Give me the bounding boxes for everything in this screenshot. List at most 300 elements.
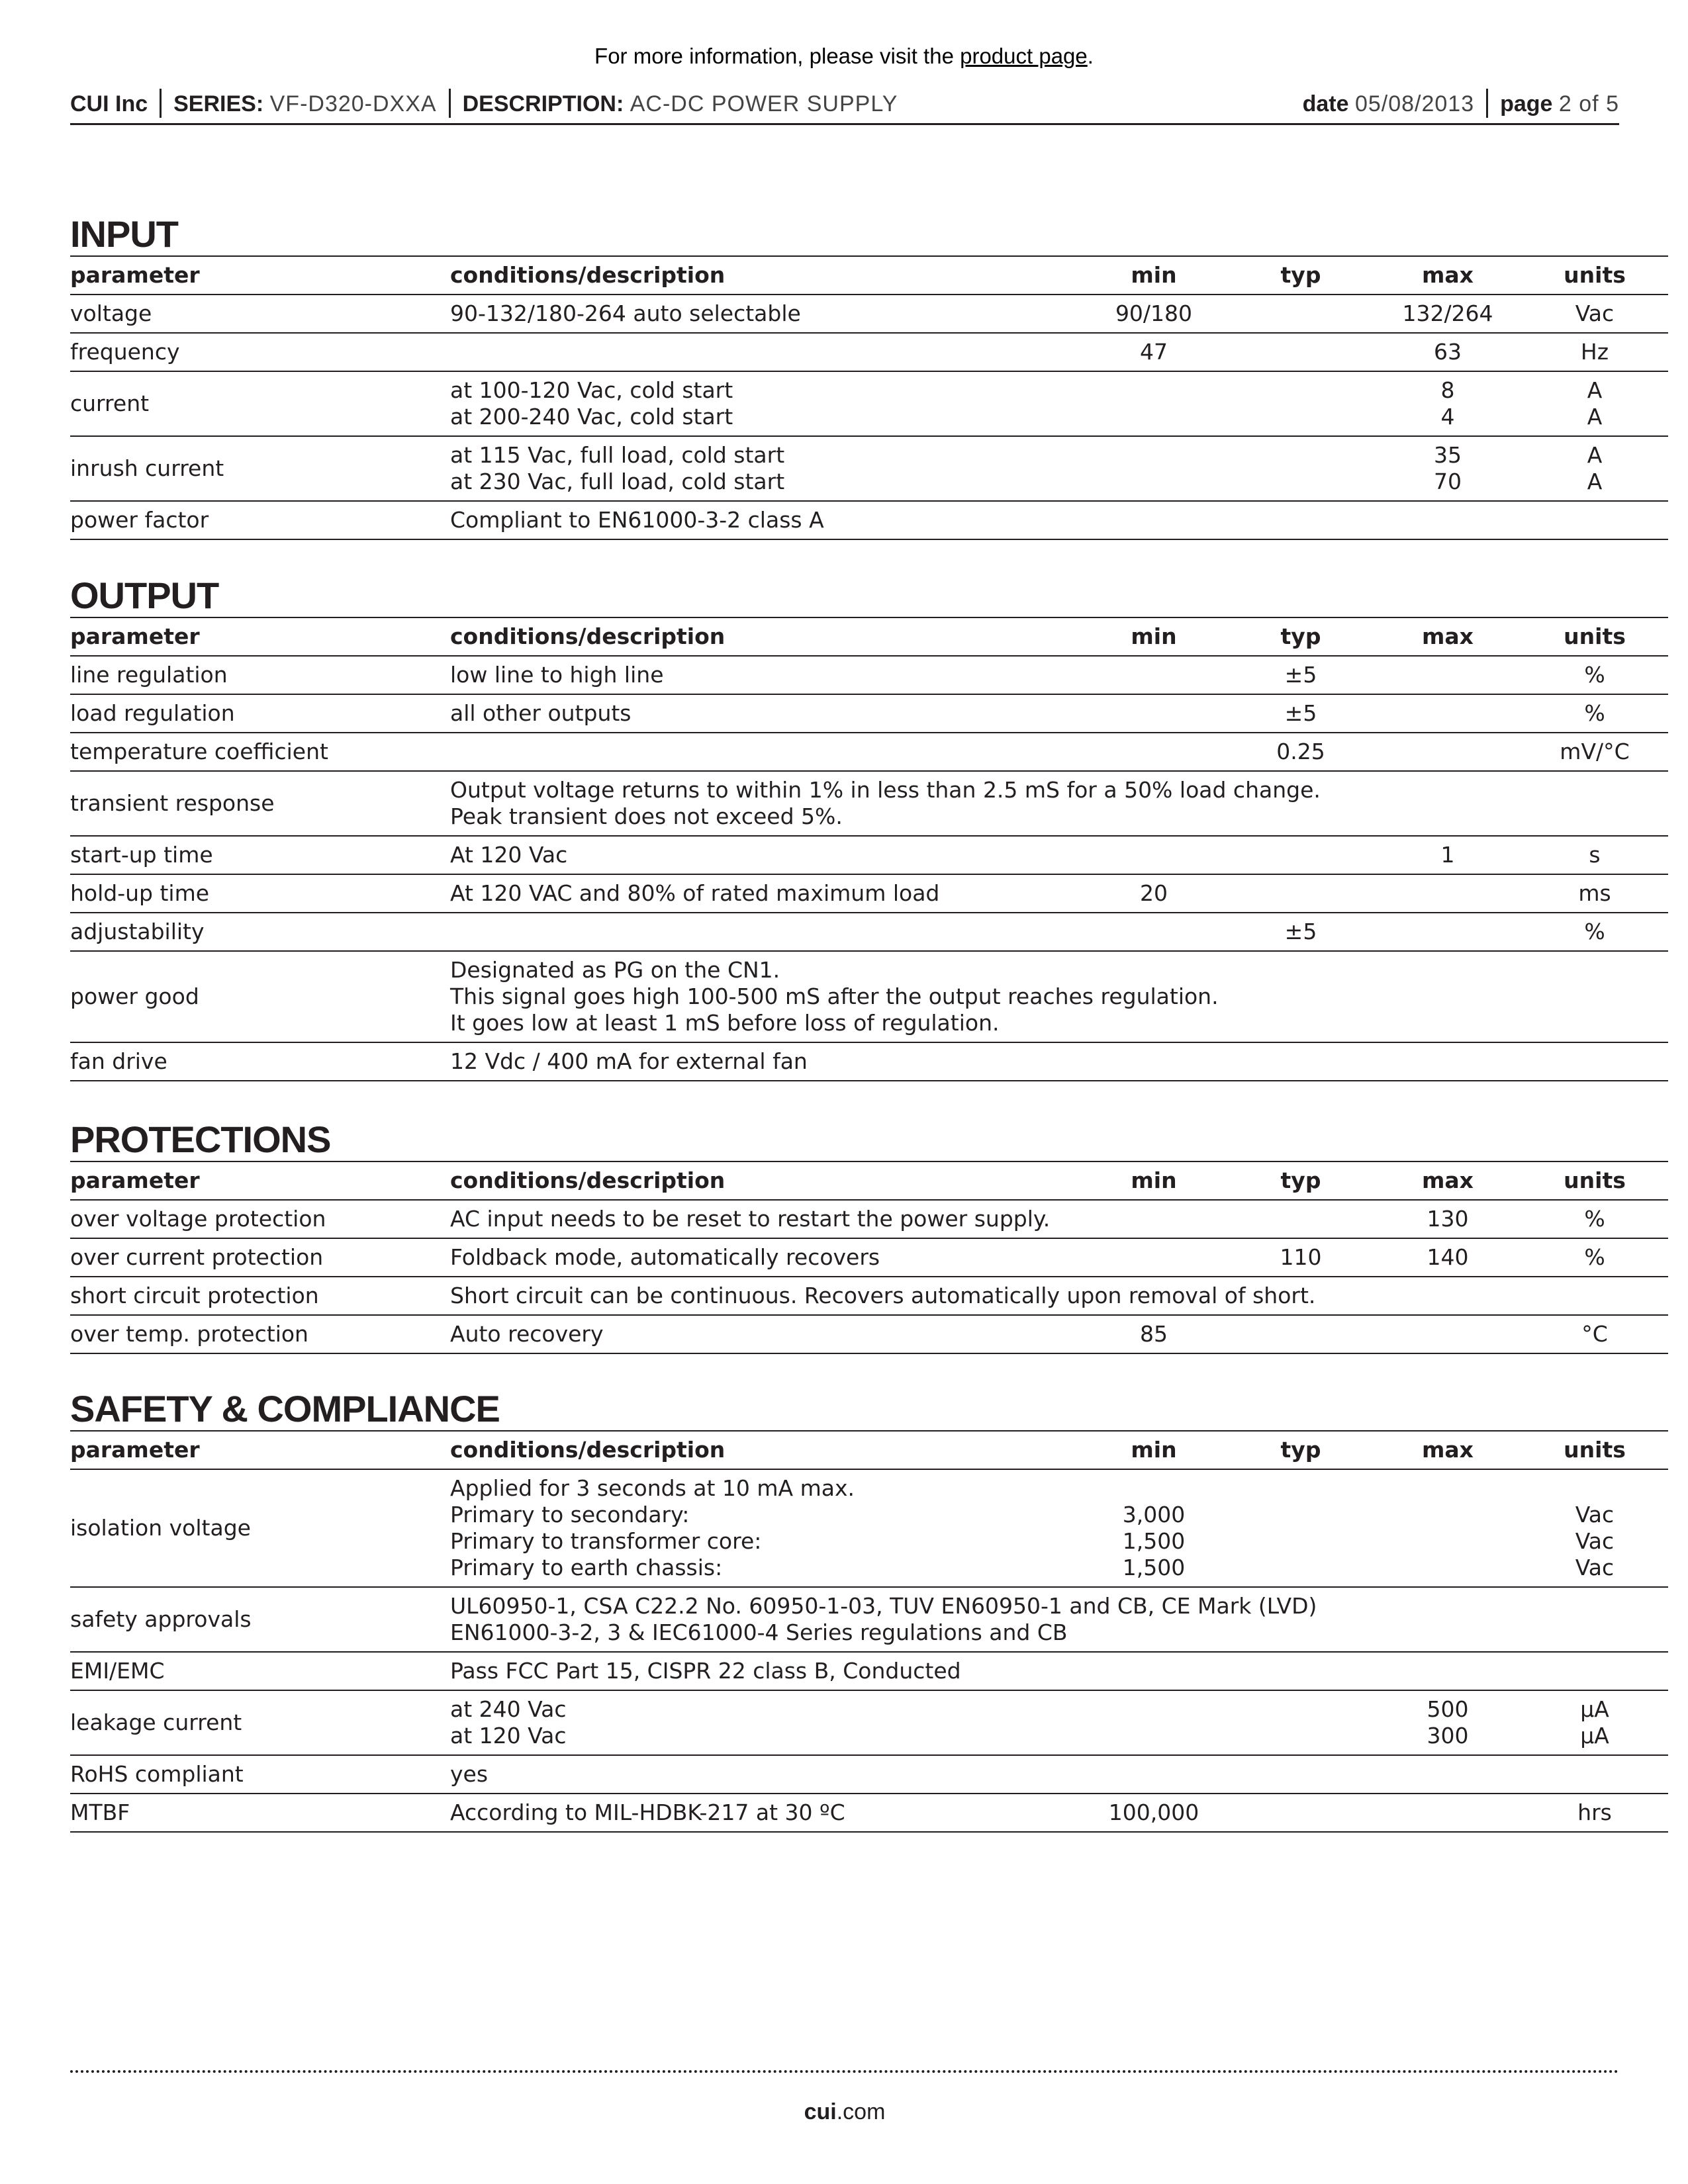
max-cell [1374,295,1521,333]
min-value: 1,500 [1122,1555,1186,1580]
conditions-line: Designated as PG on the CN1. [450,957,780,983]
table-row [70,913,1668,951]
conditions-cell [450,913,1080,951]
max-value: 8 [1440,377,1455,403]
max-value: 500 [1427,1696,1469,1722]
column-header-units: units [1521,256,1668,295]
column-header-conditions: conditions/description [450,256,1080,295]
max-cell [1374,874,1521,913]
units-cell [1521,656,1668,694]
page-header [70,85,1619,125]
param-cell: current [70,371,450,436]
table-row [70,733,1668,771]
param-cell: line regulation [70,656,450,694]
typ-cell [1227,371,1374,436]
max-value: 63 [1434,339,1462,365]
conditions-cell [450,436,1080,501]
footer-website[interactable] [70,2099,1619,2125]
param-cell: frequency [70,333,450,371]
min-cell [1080,1200,1227,1238]
table-row [70,1587,1668,1652]
section-title: INPUT [70,213,178,255]
typ-cell [1227,1755,1374,1794]
max-cell [1374,733,1521,771]
section-input [70,213,1626,540]
units-value: A [1587,442,1603,468]
units-cell [1521,333,1668,371]
units-value: % [1584,919,1605,944]
param-cell: power factor [70,501,450,539]
conditions-cell [450,771,1321,836]
max-value: 130 [1427,1206,1469,1232]
table-row [70,1200,1668,1238]
section-title: OUTPUT [70,574,219,616]
column-header-min: min [1080,617,1227,656]
column-header-conditions: conditions/description [450,617,1080,656]
conditions-cell [450,333,1080,371]
date-value: 05/08/2013 [1354,91,1475,116]
series-value: VF-D320-DXXA [269,91,437,116]
max-cell [1374,694,1521,733]
min-cell [1080,656,1227,694]
column-header-parameter: parameter [70,1161,450,1200]
min-value: 85 [1140,1321,1168,1347]
conditions-line: 12 Vdc / 400 mA for external fan [450,1048,808,1074]
units-value: A [1587,404,1603,430]
min-value: 1,500 [1122,1528,1186,1554]
min-cell [1080,295,1227,333]
max-cell [1374,913,1521,951]
spec-table [70,617,1668,1081]
min-cell [1080,333,1227,371]
max-cell [1374,333,1521,371]
date-label: date [1302,91,1349,116]
param-cell: leakage current [70,1690,450,1755]
page-number: 2 of 5 [1558,91,1619,116]
max-value: 4 [1440,404,1455,430]
units-cell [1521,1755,1668,1794]
page-footer [70,2070,1619,2124]
column-header-max: max [1374,256,1521,295]
units-value: ms [1578,880,1611,906]
conditions-line: Foldback mode, automatically recovers [450,1244,880,1270]
param-cell: hold-up time [70,874,450,913]
param-cell: voltage [70,295,450,333]
typ-cell [1227,951,1374,1042]
min-cell [1080,913,1227,951]
units-cell [1521,951,1668,1042]
min-cell [1080,1315,1227,1353]
max-value: 35 [1434,442,1462,468]
units-value [1521,1475,1668,1502]
conditions-cell [450,694,1080,733]
column-header-max: max [1374,1161,1521,1200]
min-cell [1080,501,1227,539]
units-cell [1521,1315,1668,1353]
conditions-cell [450,1315,1080,1353]
conditions-cell [450,874,1080,913]
units-cell [1521,1238,1668,1277]
units-cell [1521,733,1668,771]
param-cell: over temp. protection [70,1315,450,1353]
max-cell [1374,371,1521,436]
typ-cell [1227,1652,1374,1690]
conditions-cell [450,733,1080,771]
param-cell: over current protection [70,1238,450,1277]
typ-cell [1227,874,1374,913]
max-cell [1374,1200,1521,1238]
conditions-cell [450,295,1080,333]
column-header-min: min [1080,1161,1227,1200]
conditions-line: 90-132/180-264 auto selectable [450,300,801,326]
max-cell [1374,836,1521,874]
param-cell: start-up time [70,836,450,874]
units-cell [1521,874,1668,913]
conditions-cell [450,1690,1080,1755]
conditions-cell [450,1794,1080,1832]
param-cell: transient response [70,771,450,836]
conditions-cell [450,1042,1080,1081]
conditions-line: At 120 Vac [450,842,568,868]
param-cell: power good [70,951,450,1042]
units-cell [1521,913,1668,951]
company-name: CUI Inc [70,91,148,116]
units-cell [1521,1277,1668,1315]
conditions-cell [450,1587,1317,1652]
min-cell [1080,1755,1227,1794]
min-cell [1080,836,1227,874]
param-cell: isolation voltage [70,1469,450,1587]
conditions-line: Peak transient does not exceed 5%. [450,803,843,829]
conditions-cell [450,371,1080,436]
units-cell [1521,1042,1668,1081]
conditions-cell [450,1200,1080,1238]
max-value: 140 [1427,1244,1469,1270]
spec-table [70,1430,1668,1833]
conditions-line: at 240 Vac [450,1696,567,1722]
table-row [70,694,1668,733]
table-header-row [70,1161,1668,1200]
typ-value: ±5 [1284,662,1317,688]
table-row [70,436,1668,501]
units-value: A [1587,377,1603,403]
page-label: page [1500,91,1553,116]
typ-cell [1227,1315,1374,1353]
param-cell: short circuit protection [70,1277,450,1315]
conditions-cell [450,1469,1080,1587]
units-cell [1521,771,1668,836]
conditions-line: at 115 Vac, full load, cold start [450,442,785,468]
conditions-line: at 120 Vac [450,1723,567,1749]
units-value: % [1584,1206,1605,1232]
param-cell: RoHS compliant [70,1755,450,1794]
typ-value: ±5 [1284,919,1317,944]
max-cell [1374,951,1521,1042]
section-protections [70,1118,1626,1354]
conditions-line: Applied for 3 seconds at 10 mA max. [450,1475,855,1501]
units-cell [1521,694,1668,733]
table-row [70,371,1668,436]
units-value: μA [1580,1696,1609,1722]
units-value: Hz [1580,339,1609,365]
column-header-max: max [1374,1431,1521,1469]
min-value: 20 [1140,880,1168,906]
min-cell [1080,436,1227,501]
max-cell [1374,1794,1521,1832]
conditions-cell [450,951,1219,1042]
typ-cell [1227,436,1374,501]
table-row [70,1315,1668,1353]
typ-cell [1227,1200,1374,1238]
column-header-typ: typ [1227,1431,1374,1469]
conditions-line: Auto recovery [450,1321,604,1347]
table-row [70,333,1668,371]
table-header-row [70,1431,1668,1469]
table-header-row [70,256,1668,295]
units-cell [1521,1652,1668,1690]
conditions-line: low line to high line [450,662,664,688]
units-cell [1521,836,1668,874]
table-row [70,1042,1668,1081]
typ-cell [1227,1690,1374,1755]
units-value: Vac [1575,1528,1615,1554]
min-cell [1080,1690,1227,1755]
typ-value: 0.25 [1276,739,1325,764]
min-value: 100,000 [1108,1799,1199,1825]
units-value: Vac [1575,1555,1615,1580]
min-cell [1080,694,1227,733]
spec-table [70,1161,1668,1354]
info-note [0,44,1688,69]
min-value [1080,1475,1227,1502]
conditions-line: Primary to secondary: [450,1502,690,1527]
conditions-cell [450,656,1080,694]
units-cell [1521,1690,1668,1755]
param-cell: MTBF [70,1794,450,1832]
param-cell: inrush current [70,436,450,501]
min-cell [1080,733,1227,771]
param-cell: temperature coefficient [70,733,450,771]
table-row [70,771,1668,836]
column-header-conditions: conditions/description [450,1431,1080,1469]
min-value: 47 [1140,339,1168,365]
param-cell: over voltage protection [70,1200,450,1238]
column-header-typ: typ [1227,617,1374,656]
column-header-max: max [1374,617,1521,656]
column-header-min: min [1080,256,1227,295]
column-header-parameter: parameter [70,617,450,656]
conditions-line: According to MIL-HDBK-217 at 30 ºC [450,1799,845,1825]
typ-cell [1227,836,1374,874]
units-cell [1521,1469,1668,1587]
conditions-line: at 200-240 Vac, cold start [450,404,733,430]
conditions-line: Short circuit can be continuous. Recovers automatically upon removal of short. [450,1283,1316,1308]
table-row [70,295,1668,333]
units-cell [1521,371,1668,436]
table-row [70,1652,1668,1690]
table-row [70,836,1668,874]
units-value: Vac [1575,1502,1615,1527]
min-cell [1080,1652,1227,1690]
units-value: s [1589,842,1601,868]
max-cell [1374,656,1521,694]
column-header-units: units [1521,617,1668,656]
min-cell [1080,1042,1227,1081]
max-cell [1374,1587,1521,1652]
units-value: % [1584,662,1605,688]
conditions-line: At 120 VAC and 80% of rated maximum load [450,880,940,906]
table-row [70,501,1668,539]
section-safety-compliance [70,1388,1626,1833]
units-cell [1521,1587,1668,1652]
units-value: hrs [1577,1799,1612,1825]
units-cell [1521,501,1668,539]
param-cell: load regulation [70,694,450,733]
table-row [70,1469,1668,1587]
section-title: PROTECTIONS [70,1118,331,1160]
max-value: 300 [1427,1723,1469,1749]
conditions-line: AC input needs to be reset to restart the power supply. [450,1206,1051,1232]
typ-cell [1227,913,1374,951]
units-value: Vac [1575,300,1615,326]
column-header-units: units [1521,1161,1668,1200]
column-header-typ: typ [1227,256,1374,295]
max-cell [1374,1690,1521,1755]
description-value: AC-DC POWER SUPPLY [630,91,898,116]
typ-cell [1227,295,1374,333]
min-cell [1080,1238,1227,1277]
column-header-min: min [1080,1431,1227,1469]
table-header-row [70,617,1668,656]
conditions-line: Output voltage returns to within 1% in less than 2.5 mS for a 50% load change. [450,777,1321,803]
max-cell [1374,1652,1521,1690]
units-value: μA [1580,1723,1609,1749]
param-cell: safety approvals [70,1587,450,1652]
table-row [70,1794,1668,1832]
max-value: 132/264 [1402,300,1493,326]
series-label: SERIES: [173,91,264,116]
section-title: SAFETY & COMPLIANCE [70,1388,500,1430]
conditions-cell [450,836,1080,874]
max-cell [1374,436,1521,501]
conditions-cell [450,1277,1316,1315]
typ-cell [1227,1042,1374,1081]
conditions-line: Primary to earth chassis: [450,1555,723,1580]
table-row [70,874,1668,913]
units-value: °C [1581,1321,1608,1347]
units-cell [1521,295,1668,333]
typ-cell [1227,333,1374,371]
conditions-line: Pass FCC Part 15, CISPR 22 class B, Conducted [450,1658,961,1684]
max-value: 70 [1434,469,1462,494]
min-value: 3,000 [1122,1502,1186,1527]
conditions-line: at 100-120 Vac, cold start [450,377,733,403]
column-header-parameter: parameter [70,1431,450,1469]
min-cell [1080,371,1227,436]
column-header-typ: typ [1227,1161,1374,1200]
conditions-cell [450,1755,1080,1794]
max-cell [1374,1042,1521,1081]
spec-table [70,255,1668,540]
footer-site-bold: cui [804,2099,837,2124]
param-cell: EMI/EMC [70,1652,450,1690]
units-value: % [1584,1244,1605,1270]
max-cell [1374,1277,1521,1315]
conditions-line: UL60950-1, CSA C22.2 No. 60950-1-03, TUV EN60950-1 and CB, CE Mark (LVD) [450,1593,1317,1619]
units-value: % [1584,700,1605,726]
max-cell [1374,771,1521,836]
conditions-line: at 230 Vac, full load, cold start [450,469,785,494]
table-row [70,1277,1668,1315]
conditions-line: Compliant to EN61000-3-2 class A [450,507,824,533]
max-cell [1374,1315,1521,1353]
typ-cell [1227,501,1374,539]
units-cell [1521,1794,1668,1832]
header-divider [160,89,162,118]
conditions-cell [450,501,1080,539]
table-row [70,951,1668,1042]
min-cell [1080,1469,1227,1587]
typ-cell [1227,1794,1374,1832]
conditions-cell [450,1652,1080,1690]
header-divider [1486,89,1488,118]
units-value: mV/°C [1560,739,1630,764]
column-header-units: units [1521,1431,1668,1469]
param-cell: fan drive [70,1042,450,1081]
typ-value: 110 [1280,1244,1322,1270]
max-cell [1374,1469,1521,1587]
footer-site-rest: .com [836,2099,886,2124]
column-header-conditions: conditions/description [450,1161,1080,1200]
table-row [70,1690,1668,1755]
typ-value: ±5 [1284,700,1317,726]
table-row [70,1755,1668,1794]
max-value: 1 [1440,842,1455,868]
typ-cell [1227,1469,1374,1587]
min-cell [1080,1794,1227,1832]
min-cell [1080,874,1227,913]
product-page-link[interactable]: product page [960,44,1088,68]
units-cell [1521,1200,1668,1238]
conditions-line: yes [450,1761,489,1787]
conditions-cell [450,1238,1080,1277]
conditions-line: EN61000-3-2, 3 & IEC61000-4 Series regulations and CB [450,1619,1068,1645]
param-cell: adjustability [70,913,450,951]
conditions-line: It goes low at least 1 mS before loss of regulation. [450,1010,1000,1036]
typ-cell [1227,694,1374,733]
units-value: A [1587,469,1603,494]
conditions-line: This signal goes high 100-500 mS after the output reaches regulation. [450,983,1219,1009]
info-note-text: For more information, please visit the [594,44,961,68]
column-header-parameter: parameter [70,256,450,295]
units-cell [1521,436,1668,501]
min-value: 90/180 [1115,300,1193,326]
typ-cell [1227,656,1374,694]
conditions-line: all other outputs [450,700,632,726]
typ-cell [1227,733,1374,771]
conditions-line: Primary to transformer core: [450,1528,762,1554]
description-label: DESCRIPTION: [462,91,624,116]
section-output [70,574,1630,1081]
info-note-end: . [1087,44,1094,68]
table-row [70,1238,1668,1277]
max-cell [1374,1238,1521,1277]
typ-cell [1227,1238,1374,1277]
max-cell [1374,1755,1521,1794]
header-divider [449,89,451,118]
max-cell [1374,501,1521,539]
table-row [70,656,1668,694]
